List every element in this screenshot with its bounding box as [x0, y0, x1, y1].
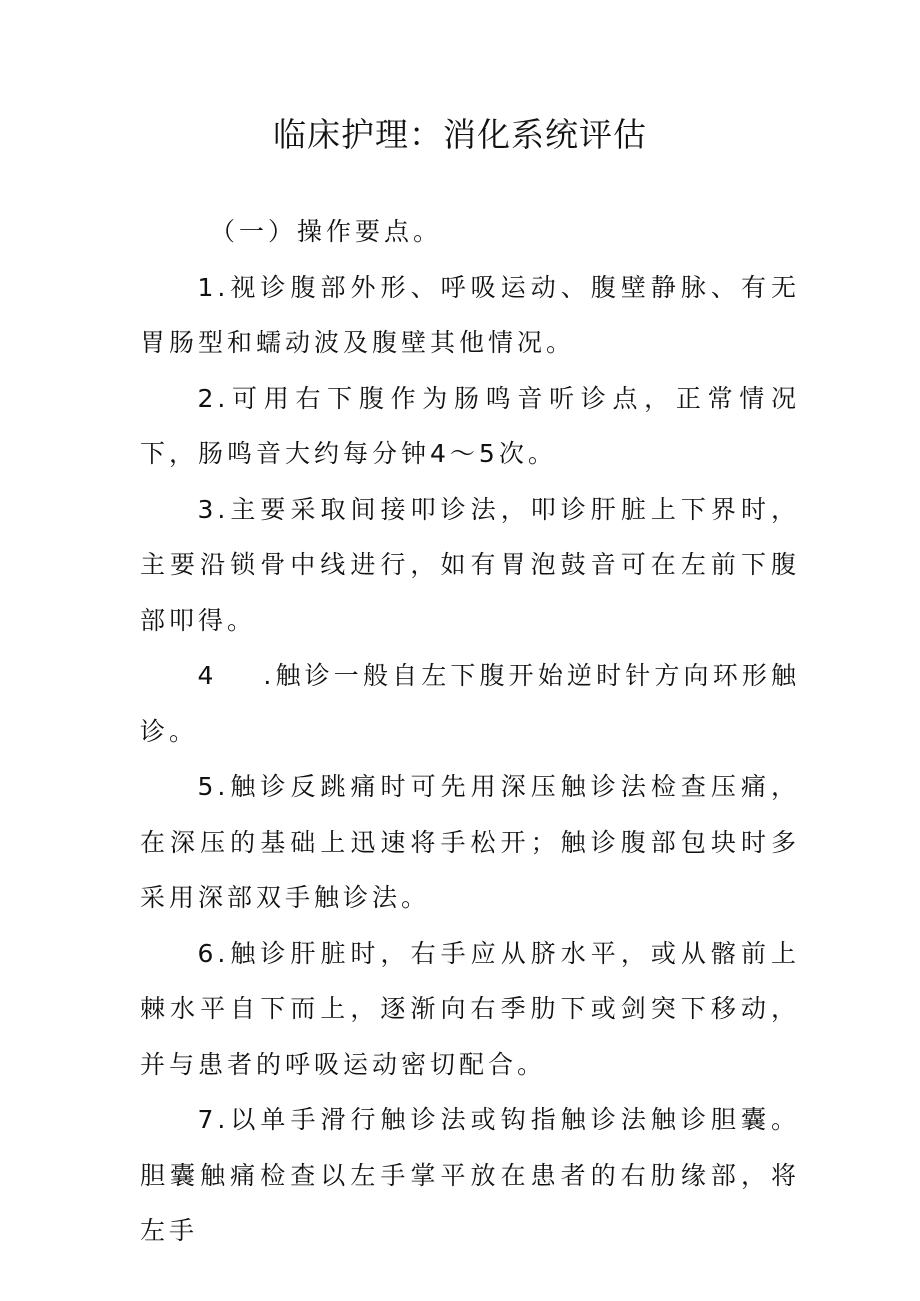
list-item-2 [140, 371, 800, 482]
section-heading: （一）操作要点。 [210, 217, 443, 246]
item-number: 6 [197, 938, 218, 968]
item-number: 4 [197, 661, 218, 690]
item-number: 2 [197, 383, 218, 413]
item-number: 3 [197, 494, 218, 524]
item-text: .以单手滑行触诊法或钩指触诊法触诊胆囊。胆囊触痛检查以左手掌平放在患者的右肋缘部，将左手 [140, 1105, 800, 1245]
item-text: .触诊反跳痛时可先用深压触诊法检查压痛，在深压的基础上迅速将手松开；触诊腹部包块时多采用深部双手触诊法。 [140, 772, 800, 912]
list-item-3 [140, 482, 800, 649]
list-item-1 [140, 260, 800, 371]
item-number: 5 [197, 772, 218, 801]
item-text: .触诊一般自左下腹开始逆时针方向环形触诊。 [140, 661, 800, 746]
list-item-7 [140, 1092, 800, 1259]
item-number: 1 [197, 272, 218, 302]
item-number: 7 [197, 1105, 218, 1134]
page-title: 临床护理：消化系统评估 [273, 115, 647, 154]
item-text: .主要采取间接叩诊法，叩诊肝脏上下界时，主要沿锁骨中线进行，如有胃泡鼓音可在左前下腹部叩得。 [140, 494, 800, 635]
list-item-4 [140, 648, 800, 759]
item-text: .视诊腹部外形、呼吸运动、腹壁静脉、有无胃肠型和蠕动波及腹壁其他情况。 [140, 272, 800, 357]
document-body [140, 204, 800, 1259]
item-text: .触诊肝脏时，右手应从脐水平，或从髂前上棘水平自下而上，逐渐向右季肋下或剑突下移动，并与患者的呼吸运动密切配合。 [140, 938, 800, 1079]
list-item-6 [140, 926, 800, 1093]
item-text: .可用右下腹作为肠鸣音听诊点，正常情况下，肠鸣音大约每分钟4〜5次。 [140, 383, 800, 468]
list-item-5 [140, 759, 800, 926]
